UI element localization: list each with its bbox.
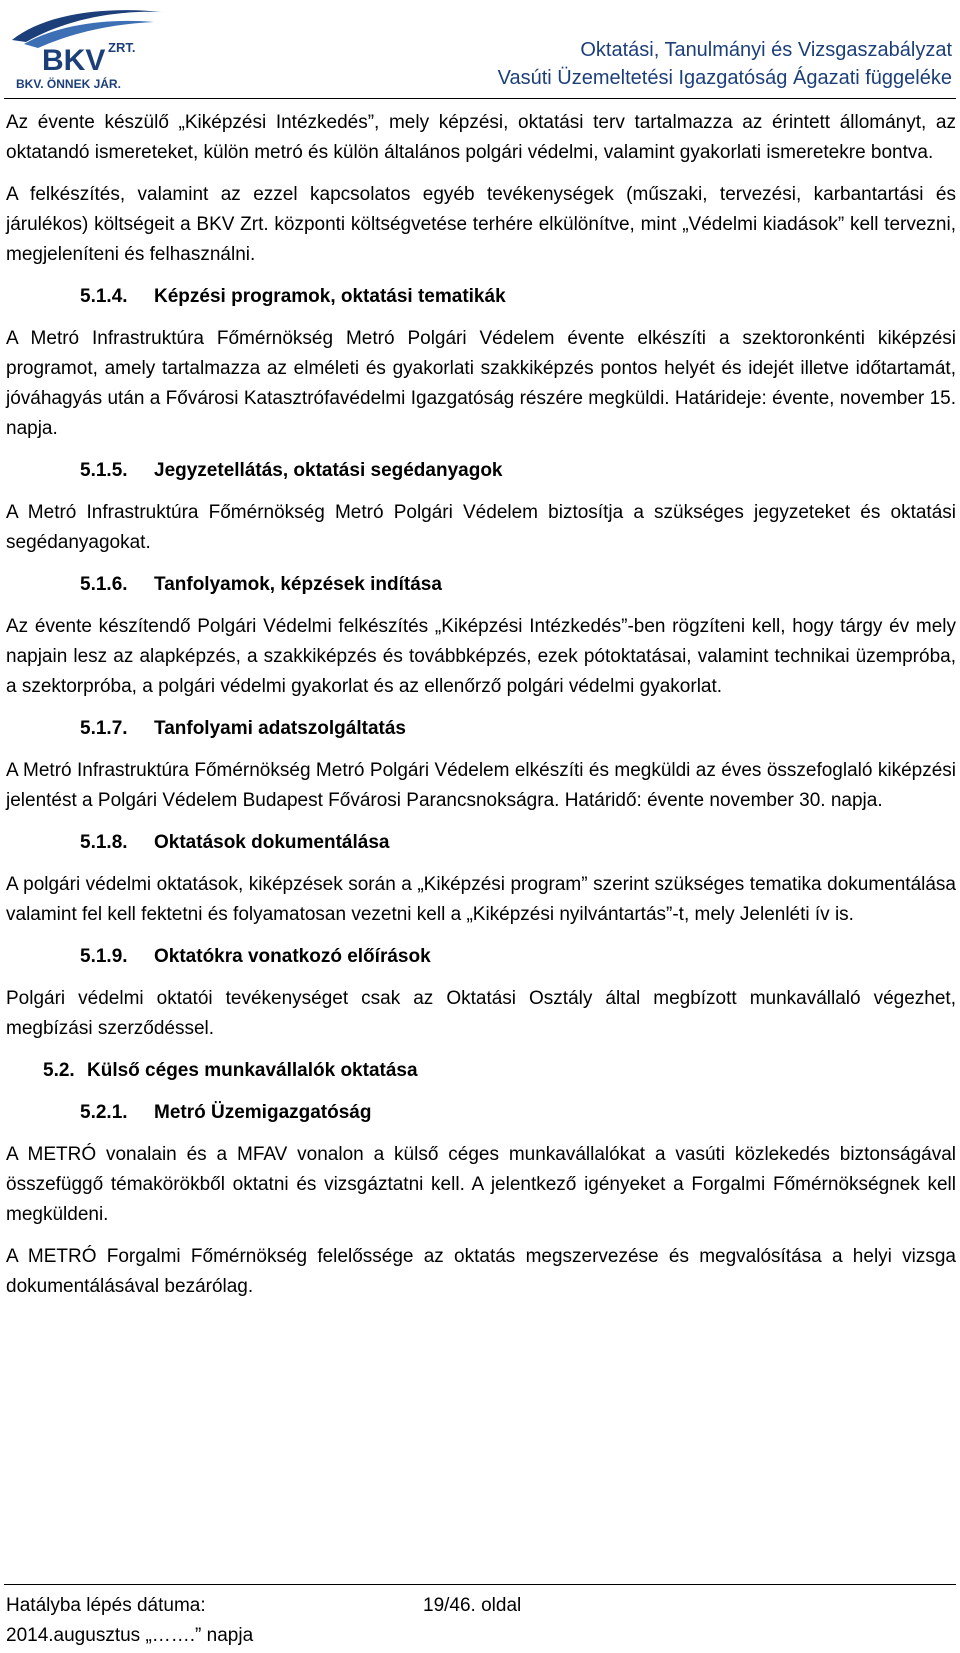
paragraph-5-2-1-b: A METRÓ Forgalmi Főmérnökség felelőssége az oktatás megszervezése és megvalósítása a helyi vizsga dokumentálásával bezárólag. [6, 1246, 956, 1297]
section-title: Képzési programok, oktatási tematikák [154, 286, 506, 307]
section-number: 5.1.7. [80, 718, 128, 739]
section-title: Oktatások dokumentálása [154, 832, 390, 853]
effective-date-value: 2014.augusztus „…….” napja [6, 1625, 254, 1646]
footer-divider [4, 1584, 956, 1585]
paragraph-5-1-4: A Metró Infrastruktúra Főmérnökség Metró Polgári Védelem évente elkészíti a szektoronkénti kiképzési programot, amely tartalmazza az elméleti és gyakorlati szakkiképzés pontos helyét és idejét illetve időtartamát, jóváhagyás után a Fővárosi Katasztrófavédelmi Igazgatóság részére megküldi. Határideje: évente, november 15. napja. [6, 328, 956, 439]
section-number: 5.1.6. [80, 574, 128, 595]
section-heading-5-2 [6, 1056, 956, 1086]
section-heading-5-2-1 [6, 1098, 956, 1128]
section-heading-5-1-4 [6, 282, 956, 312]
header-title-line1: Oktatási, Tanulmányi és Vizsgaszabályzat [580, 39, 952, 61]
paragraph-5-1-9: Polgári védelmi oktatói tevékenységet csak az Oktatási Osztály által megbízott munkavállaló végezhet, megbízási szerződéssel. [6, 988, 956, 1039]
section-heading-5-1-5 [6, 456, 956, 486]
header-divider [4, 98, 956, 99]
header-title-block [498, 36, 952, 92]
bkv-logo [4, 4, 186, 92]
section-heading-5-1-6 [6, 570, 956, 600]
section-title: Külső céges munkavállalók oktatása [87, 1060, 418, 1081]
section-number: 5.1.5. [80, 460, 128, 481]
page-number: 19/46. oldal [423, 1595, 522, 1616]
header-title-line2: Vasúti Üzemeltetési Igazgatóság Ágazati függeléke [497, 67, 952, 89]
page-body [6, 108, 956, 1314]
paragraph-costs: A felkészítés, valamint az ezzel kapcsolatos egyéb tevékenységek (műszaki, tervezési, karbantartási és járulékos) költségeit a BKV Zrt. központi költségvetése terhére elkülönítve, mint „Védelmi kiadások” kell tervezni, megjeleníteni és felhasználni. [6, 184, 956, 265]
section-number: 5.1.4. [80, 286, 128, 307]
paragraph-5-1-5: A Metró Infrastruktúra Főmérnökség Metró Polgári Védelem biztosítja a szükséges jegyzeteket és oktatási segédanyagokat. [6, 502, 956, 553]
logo-superscript: ZRT. [108, 40, 136, 55]
section-heading-5-1-9 [6, 942, 956, 972]
page-footer [6, 1591, 253, 1651]
section-number: 5.1.8. [80, 832, 128, 853]
section-number: 5.1.9. [80, 946, 128, 967]
logo-tagline: BKV. ÖNNEK JÁR. [16, 77, 121, 91]
section-heading-5-1-8 [6, 828, 956, 858]
paragraph-5-1-7: A Metró Infrastruktúra Főmérnökség Metró Polgári Védelem elkészíti és megküldi az éves összefoglaló kiképzési jelentést a Polgári Védelem Budapest Fővárosi Parancsnokságra. Határidő: évente november 30. napja. [6, 760, 956, 811]
section-title: Oktatókra vonatkozó előírások [154, 946, 431, 967]
paragraph-5-1-6: Az évente készítendő Polgári Védelmi felkészítés „Kiképzési Intézkedés”-ben rögzíteni kell, hogy tárgy év mely napjain lesz az alapképzés, a szakkiképzés és továbbképzés, ezek pótoktatásai, valamint technikai üzempróba, a szektorpróba, a polgári védelmi gyakorlat és az ellenőrző polgári védelmi gyakorlat. [6, 616, 956, 697]
section-title: Jegyzetellátás, oktatási segédanyagok [154, 460, 503, 481]
paragraph-5-2-1-a: A METRÓ vonalain és a MFAV vonalon a külső céges munkavállalókat a vasúti közlekedés biztonságával összefüggő témakörökből oktatni és vizsgáztatni kell. A jelentkező igényeket a Forgalmi Főmérnökségnek kell megküldeni. [6, 1144, 956, 1225]
section-heading-5-1-7 [6, 714, 956, 744]
section-title: Metró Üzemigazgatóság [154, 1102, 372, 1123]
section-number: 5.2. [43, 1060, 75, 1081]
page-header [0, 0, 960, 100]
section-title: Tanfolyamok, képzések indítása [154, 574, 442, 595]
paragraph-5-1-8: A polgári védelmi oktatások, kiképzések során a „Kiképzési program” szerint szükséges tematika dokumentálása valamint fel kell fektetni és folyamatosan vezetni kell a „Kiképzési nyilvántartás”-t, mely Jelenléti ív is. [6, 874, 956, 925]
section-number: 5.2.1. [80, 1102, 128, 1123]
logo-wordmark: BKV [42, 44, 106, 77]
effective-date-label: Hatályba lépés dátuma: [6, 1595, 206, 1616]
paragraph-intro: Az évente készülő „Kiképzési Intézkedés”, mely képzési, oktatási terv tartalmazza az érintett állományt, az oktatandó ismereteket, külön metró és külön általános polgári védelmi, valamint gyakorlati ismeretekre bontva. [6, 112, 956, 163]
section-title: Tanfolyami adatszolgáltatás [154, 718, 406, 739]
